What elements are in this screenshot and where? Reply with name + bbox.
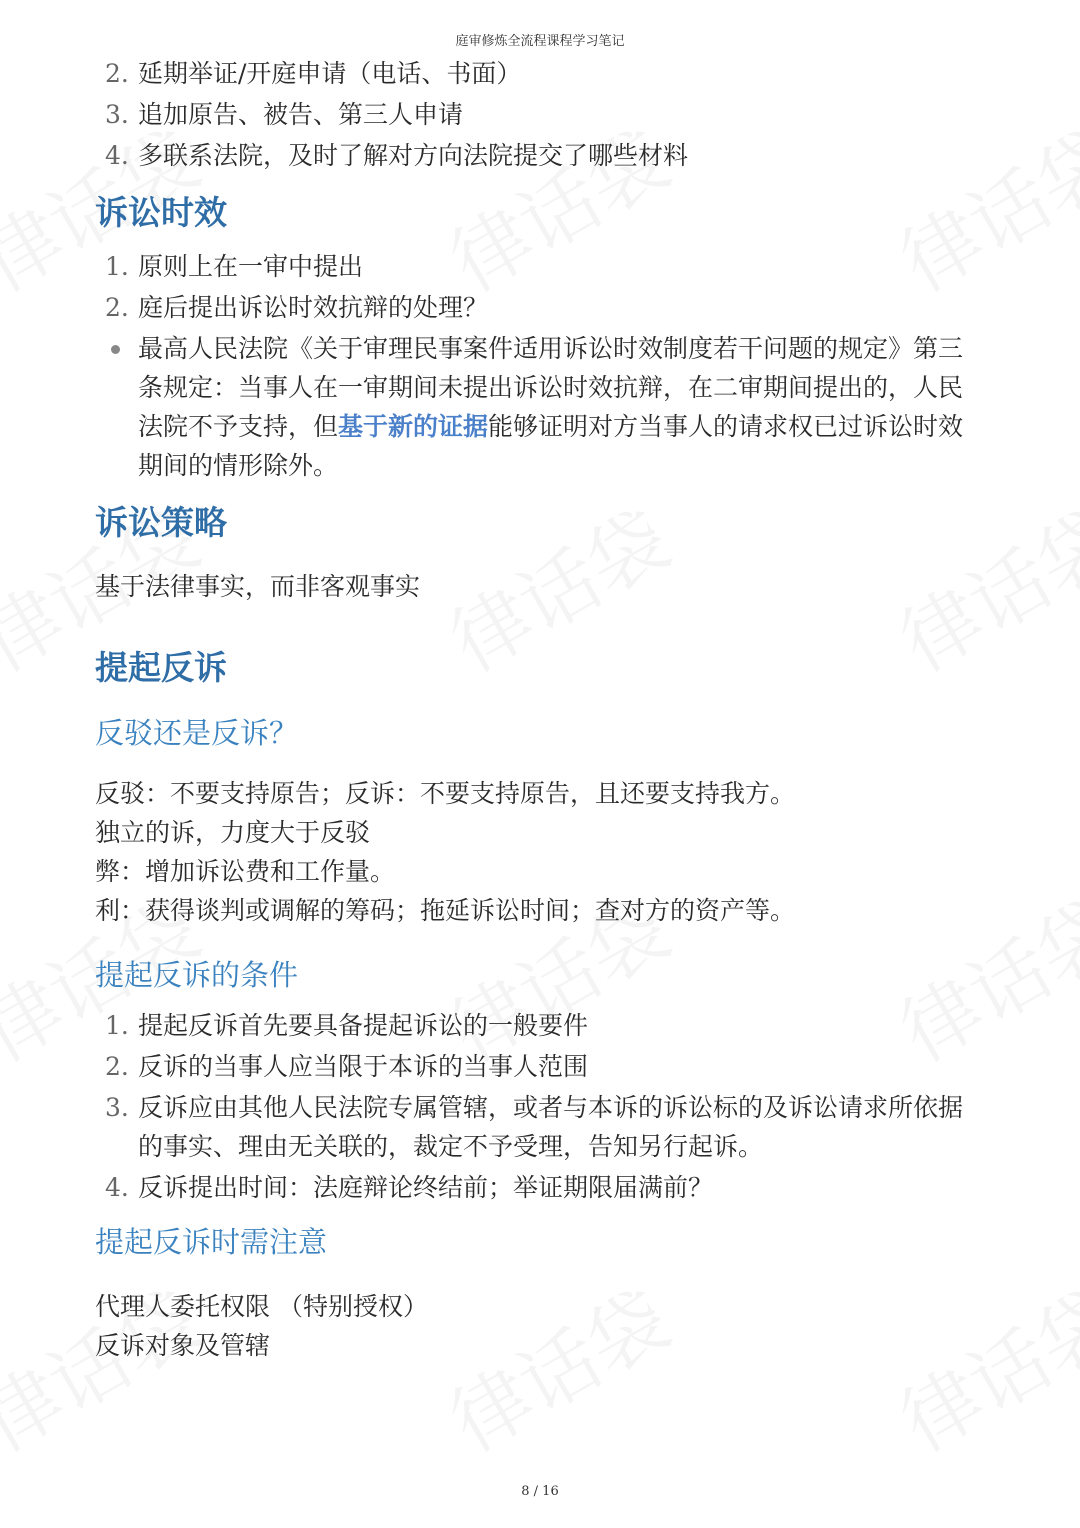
list-number: 3. bbox=[105, 100, 129, 129]
subheading-conditions: 提起反诉的条件 bbox=[95, 958, 299, 992]
bullet-item bbox=[95, 329, 975, 485]
list-text: 反诉应由其他人民法院专属管辖，或者与本诉的诉讼标的及诉讼请求所依据的事实、理由无关联的，裁定不予受理，告知另行起诉。 bbox=[138, 1093, 964, 1161]
bullet-text-before: 最高人民法院《关于审理民事案件适用诉讼时效制度若干问题的规定》第三条规定：当事人在一审期间未提出诉讼时效抗辩，在二审期间提出的，人民法院不予支持，但 bbox=[138, 334, 964, 441]
running-header: 庭审修炼全流程课程学习笔记 bbox=[455, 34, 625, 49]
paragraph-line: 弊：增加诉讼费和工作量。 bbox=[95, 857, 396, 886]
list-number: 1. bbox=[105, 252, 129, 281]
list-text: 反诉的当事人应当限于本诉的当事人范围 bbox=[138, 1052, 589, 1081]
paragraph-line: 独立的诉，力度大于反驳 bbox=[95, 818, 371, 847]
list-text: 多联系法院，及时了解对方向法院提交了哪些材料 bbox=[138, 141, 689, 170]
paragraph-line: 反诉对象及管辖 bbox=[95, 1331, 271, 1360]
list-text: 原则上在一审中提出 bbox=[138, 252, 364, 281]
list-text: 追加原告、被告、第三人申请 bbox=[138, 100, 464, 129]
limitation-bullet-list bbox=[95, 329, 975, 485]
bullet-dot-icon bbox=[111, 345, 120, 354]
list-item bbox=[95, 54, 975, 93]
bullet-text-after: 能够证明对方当事人的请求权已过诉讼时效期间的情形除外。 bbox=[138, 412, 964, 480]
list-item bbox=[95, 247, 975, 286]
heading-strategy: 诉讼策略 bbox=[95, 503, 227, 542]
heading-counterclaim: 提起反诉 bbox=[95, 648, 227, 687]
strategy-text: 基于法律事实，而非客观事实 bbox=[95, 572, 421, 601]
conditions-list bbox=[95, 1006, 975, 1207]
paragraph-line: 代理人委托权限 （特别授权） bbox=[95, 1292, 428, 1321]
page-number: 8 / 16 bbox=[521, 1484, 559, 1499]
heading-limitation: 诉讼时效 bbox=[95, 193, 227, 232]
continued-list bbox=[95, 54, 975, 175]
list-item bbox=[95, 1047, 975, 1086]
subheading-notes: 提起反诉时需注意 bbox=[95, 1225, 328, 1259]
subheading-rebut-or-counterclaim: 反驳还是反诉？ bbox=[95, 716, 299, 750]
list-item bbox=[95, 288, 975, 327]
list-number: 1. bbox=[105, 1011, 129, 1040]
limitation-list bbox=[95, 247, 975, 327]
list-item bbox=[95, 136, 975, 175]
list-text: 延期举证/开庭申请（电话、书面） bbox=[138, 59, 522, 88]
list-item bbox=[95, 1006, 975, 1045]
page-content bbox=[95, 52, 975, 1365]
list-item bbox=[95, 1168, 975, 1207]
list-number: 4. bbox=[105, 1173, 129, 1202]
highlighted-text: 基于新的证据 bbox=[338, 412, 489, 441]
list-item bbox=[95, 1088, 975, 1166]
list-item bbox=[95, 95, 975, 134]
list-text: 反诉提出时间：法庭辩论终结前；举证期限届满前？ bbox=[138, 1173, 714, 1202]
list-text: 庭后提出诉讼时效抗辩的处理？ bbox=[138, 293, 489, 322]
paragraph-line: 反驳：不要支持原告；反诉：不要支持原告，且还要支持我方。 bbox=[95, 779, 796, 808]
list-number: 2. bbox=[105, 59, 129, 88]
list-number: 2. bbox=[105, 1052, 129, 1081]
list-text: 提起反诉首先要具备提起诉讼的一般要件 bbox=[138, 1011, 589, 1040]
paragraph-line: 利：获得谈判或调解的筹码；拖延诉讼时间；查对方的资产等。 bbox=[95, 896, 796, 925]
list-number: 2. bbox=[105, 293, 129, 322]
list-number: 3. bbox=[105, 1093, 129, 1122]
list-number: 4. bbox=[105, 141, 129, 170]
